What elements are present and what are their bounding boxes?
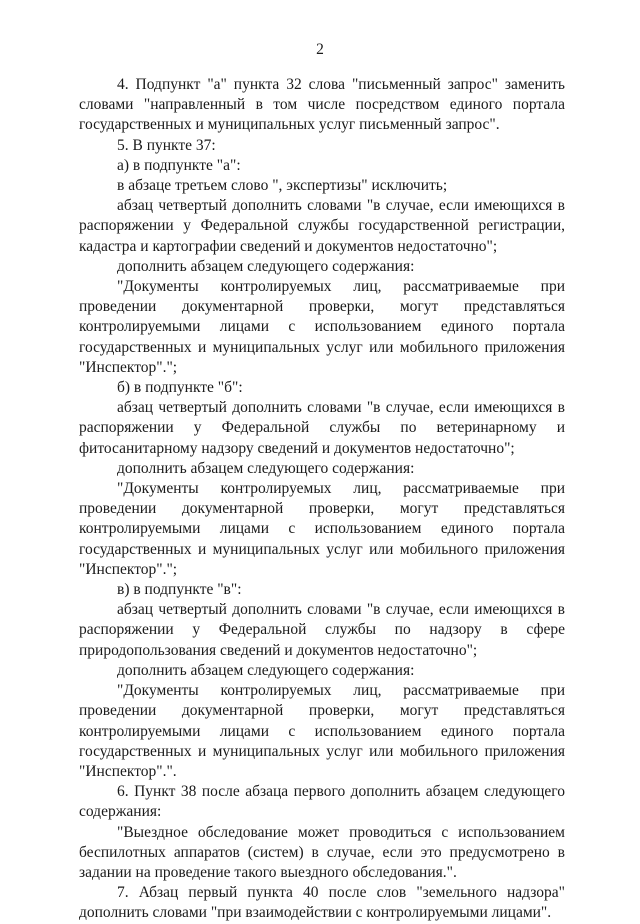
paragraph-quote: "Документы контролируемых лиц, рассматриваемые при проведении документарной проверки, могут представляться контролируемыми лицами с использованием единого портала государственных и муниципальных услуг или мобильного приложения "Инспектор".";	[79, 278, 565, 376]
paragraph-quote: "Документы контролируемых лиц, рассматриваемые при проведении документарной проверки, могут представляться контролируемыми лицами с использованием единого портала государственных и муниципальных услуг или мобильного приложения "Инспектор".".	[79, 682, 565, 780]
paragraph-text: дополнить абзацем следующего содержания:	[117, 661, 415, 679]
paragraph-subitem-b-heading: б) в подпункте "б":	[117, 379, 243, 397]
paragraph-text: в абзаце третьем слово ", экспертизы" исключить;	[117, 177, 448, 195]
paragraph-text: дополнить абзацем следующего содержания:	[117, 257, 415, 275]
paragraph-subitem-v-heading: в) в подпункте "в":	[117, 581, 242, 599]
paragraph-item-6: 6. Пункт 38 после абзаца первого дополнить абзацем следующего содержания:	[79, 783, 565, 821]
paragraph-quote: "Выездное обследование может проводиться с использованием беспилотных аппаратов (систем) в случае, если это предусмотрено в задании на проведение такого выездного обследования.".	[79, 823, 565, 881]
page-number: 2	[316, 41, 324, 58]
paragraph-item-7: 7. Абзац первый пункта 40 после слов "земельного надзора" дополнить словами "при взаимодействии с контролируемыми лицами".	[79, 884, 565, 922]
paragraph-text: абзац четвертый дополнить словами "в случае, если имеющихся в распоряжении у Федеральной службы государственной регистрации, кадастра и картографии сведений и документов недостаточно";	[79, 197, 565, 255]
paragraph-text: абзац четвертый дополнить словами "в случае, если имеющихся в распоряжении у Федеральной службы по ветеринарному и фитосанитарному надзору сведений и документов недостаточно";	[79, 399, 565, 457]
paragraph-quote: "Документы контролируемых лиц, рассматриваемые при проведении документарной проверки, могут представляться контролируемыми лицами с использованием единого портала государственных и муниципальных услуг или мобильного приложения "Инспектор".";	[79, 480, 565, 578]
paragraph-text: абзац четвертый дополнить словами "в случае, если имеющихся в распоряжении у Федеральной службы по надзору в сфере природопользования сведений и документов недостаточно";	[79, 601, 565, 659]
document-body	[79, 75, 565, 924]
paragraph-item-4: 4. Подпункт "а" пункта 32 слова "письменный запрос" заменить словами "направленный в том числе посредством единого портала государственных и муниципальных услуг письменный запрос".	[79, 76, 565, 134]
paragraph-subitem-a-heading: а) в подпункте "а":	[117, 156, 241, 174]
paragraph-text: дополнить абзацем следующего содержания:	[117, 459, 415, 477]
paragraph-item-5-heading: 5. В пункте 37:	[117, 136, 216, 154]
